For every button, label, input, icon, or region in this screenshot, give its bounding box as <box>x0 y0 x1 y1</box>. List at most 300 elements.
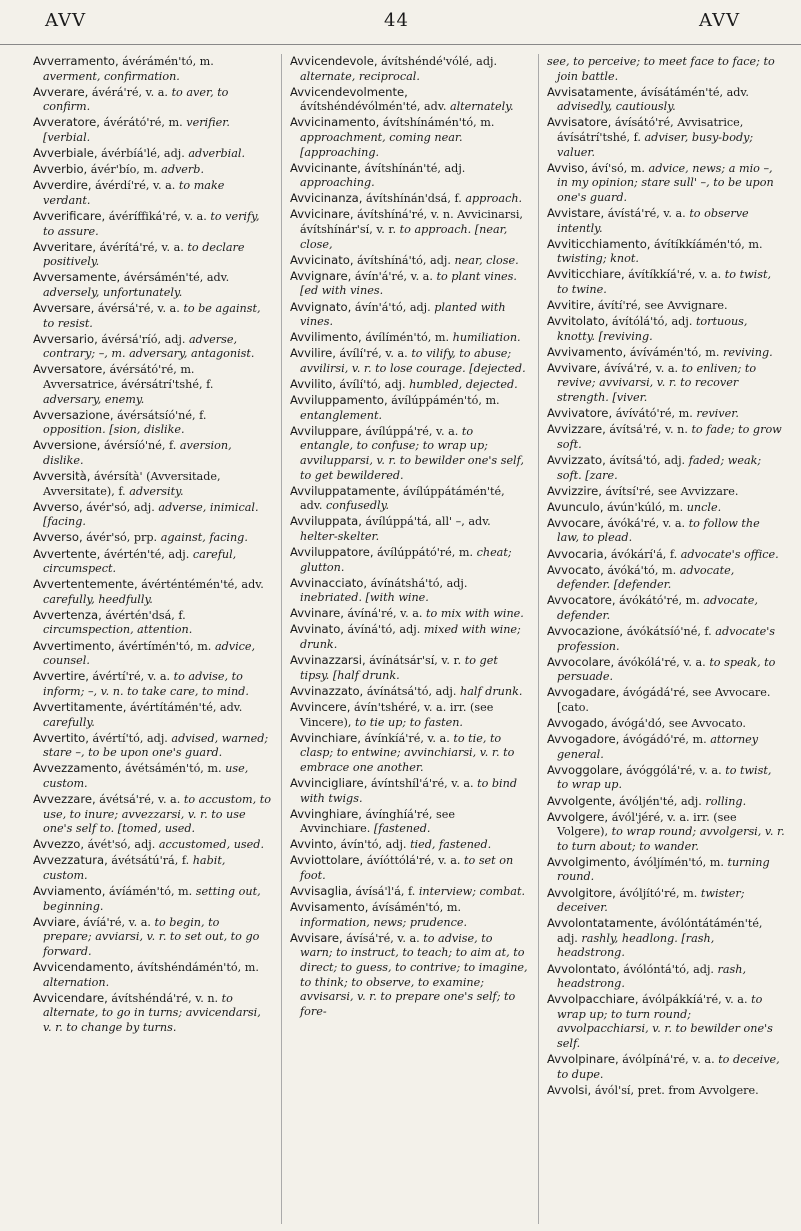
pronunciation: ávítshéndá'ré, v. n. <box>111 991 219 1005</box>
dictionary-entry <box>547 763 785 793</box>
pronunciation: ávísá'l'á, f. <box>355 885 416 899</box>
headword: Avvertimento, <box>33 638 115 653</box>
pronunciation: ávókátsíó'né, f. <box>626 624 712 638</box>
pronunciation: ávérítá'ré, v. a. <box>99 240 184 254</box>
pronunciation: ávítshéndámén'tó, m. <box>137 961 259 975</box>
pronunciation: ávítshínámén'tó, m. <box>382 116 495 130</box>
definition: to twist, to twine. <box>557 268 772 296</box>
headword: Avunculo, <box>547 499 604 514</box>
headword: Avverbiale, <box>33 146 98 161</box>
headword: Avvocato, <box>547 562 604 577</box>
pronunciation: ávólpíná'ré, v. a. <box>622 1053 715 1067</box>
headword: Avvisare, <box>290 930 343 945</box>
headword: Avversario, <box>33 331 98 346</box>
pronunciation: ávínátsá'tó, adj. <box>366 684 457 698</box>
dictionary-entry <box>547 406 785 422</box>
definition: to approach. [near, close, <box>300 223 508 251</box>
headword: Avvolgente, <box>547 793 616 808</box>
definition: to wrap round; avvolgersi, v. r. to turn about; to wander. <box>557 825 785 853</box>
definition: rashly, headlong. [rash, headstrong. <box>557 931 715 960</box>
dictionary-entry <box>290 545 528 575</box>
pronunciation: ávér'só, prp. <box>86 531 158 545</box>
dictionary-entry <box>547 547 785 563</box>
pronunciation: ávún'kúló, m. <box>607 500 684 514</box>
headword: Avveritare, <box>33 239 97 254</box>
definition: approachment, coming near. [approaching. <box>300 130 463 159</box>
headword: Avverdire, <box>33 178 92 193</box>
dictionary-entry <box>290 807 528 837</box>
headword: Avvolontatamente, <box>547 916 658 931</box>
dictionary-entry <box>33 837 271 853</box>
definition: use, custom. <box>43 762 249 790</box>
pronunciation: ávínghíá'ré, see Avvinchiare. <box>300 807 455 836</box>
definition: entanglement. <box>300 408 383 422</box>
pronunciation: ávín'tshéré, v. a. irr. (see Vincere), <box>300 700 494 729</box>
pronunciation: ávóljén'té, adj. <box>619 794 702 808</box>
headword: Avvinazzarsi, <box>290 653 366 668</box>
dictionary-entry <box>547 85 785 115</box>
dictionary-entry <box>547 886 785 916</box>
headword: Avversare, <box>33 301 95 315</box>
pronunciation: ávíóttólá'ré, v. a. <box>366 854 461 868</box>
dictionary-entry <box>33 209 271 239</box>
headword: Avveratore, <box>33 115 100 130</box>
dictionary-entry <box>547 298 785 314</box>
pronunciation: ávérsá'ríó, adj. <box>101 332 186 346</box>
definition: to vilify, to abuse; avvilirsi, v. r. to lose courage. [dejected. <box>300 347 526 375</box>
headword: Avvezzamento, <box>33 761 122 776</box>
dictionary-entry <box>547 345 785 361</box>
dictionary-entry <box>290 393 528 423</box>
pronunciation: ávértímén'tó, m. <box>118 639 212 653</box>
headword: Avverare, <box>33 84 89 99</box>
dictionary-entry <box>33 85 271 115</box>
dictionary-entry <box>33 700 271 730</box>
pronunciation: ávólpákkíá'ré, v. a. <box>642 993 748 1007</box>
pronunciation: ávílúppá'tá, all' –, adv. <box>365 515 491 529</box>
pronunciation: ávínátshá'tó, adj. <box>370 576 468 590</box>
pronunciation: ávétsá'ré, v. a. <box>99 793 181 806</box>
definition: carefully. <box>43 715 95 729</box>
definition: rolling. <box>705 794 747 808</box>
definition: near, close. <box>454 253 519 267</box>
dictionary-columns <box>33 54 785 1224</box>
dictionary-entry <box>547 916 785 961</box>
dictionary-entry <box>290 884 528 900</box>
pronunciation: ávísámén'tó, m. <box>372 901 462 915</box>
definition: advice, counsel. <box>43 639 256 668</box>
pronunciation: ávóljímén'tó, m. <box>633 855 724 869</box>
dictionary-entry <box>547 453 785 483</box>
guide-word-left: AVV <box>45 10 87 31</box>
headword: Avvincigliare, <box>290 775 368 790</box>
dictionary-entry <box>33 547 271 577</box>
headword: Avvertenza, <box>33 607 102 622</box>
pronunciation: ávítshínán'dsá, f. <box>366 192 462 206</box>
dictionary-entry <box>290 207 528 252</box>
headword: Avvertente, <box>33 546 101 561</box>
headword: Avvivatore, <box>547 406 613 421</box>
headword: Avvicendevole, <box>290 54 378 68</box>
pronunciation: ávítsá'tó, adj. <box>609 453 686 467</box>
dictionary-entry <box>33 438 271 468</box>
dictionary-entry <box>290 54 528 84</box>
dictionary-entry <box>290 776 528 806</box>
dictionary-entry <box>33 362 271 407</box>
headword: Avviamento, <box>33 884 106 899</box>
headword: Avviso, <box>547 160 589 175</box>
headword: Avvisamento, <box>290 900 369 915</box>
pronunciation: ávísátó'ré, Avvisatrice, ávísátrí'tshé, f. <box>557 116 744 144</box>
headword: Avversamente, <box>33 270 121 285</box>
pronunciation: ávítshíná'ré, v. n. Avvicinarsi, ávítshínár'sí, v. r. <box>300 208 523 237</box>
headword: Avvicendare, <box>33 990 108 1005</box>
headword: Avvicinamento, <box>290 115 380 130</box>
definition: to tie up; to fasten. <box>355 715 463 729</box>
dictionary-entry <box>33 178 271 208</box>
pronunciation: ávítí'ré, see Avvignare. <box>597 299 728 312</box>
dictionary-entry <box>290 900 528 930</box>
headword: Avvicinato, <box>290 252 354 267</box>
definition: advocate, defender. [defender. <box>557 563 735 592</box>
pronunciation: ávívátó'ré, m. <box>615 407 693 421</box>
definition: to make verdant. <box>43 179 225 207</box>
pronunciation: ávól'sí, pret. from Avvolgere. <box>594 1083 759 1097</box>
definition: faded; weak; soft. [zare. <box>557 453 762 482</box>
definition: aversion, dislike. <box>43 439 232 467</box>
dictionary-entry <box>33 301 271 331</box>
dictionary-entry <box>33 408 271 438</box>
headword: Avviluppata, <box>290 514 362 529</box>
headword: Avvolsi, <box>547 1082 592 1097</box>
headword: Avversione, <box>33 438 101 453</box>
headword: Avverbio, <box>33 162 88 177</box>
dictionary-entry <box>547 484 785 500</box>
definition: to twist, to wrap up. <box>557 763 772 792</box>
pronunciation: ávétsátú'rá, f. <box>111 854 190 868</box>
pronunciation: ávínkíá'ré, v. a. <box>364 731 450 745</box>
definition: adverse, inimical. [facing. <box>43 500 259 529</box>
dictionary-entry <box>547 1052 785 1082</box>
pronunciation: ávólóntá'tó, adj. <box>623 962 714 976</box>
definition: turning round. <box>557 855 770 884</box>
pronunciation: ávógádó'ré, m. <box>622 733 707 747</box>
headword: Avvicinanza, <box>290 191 363 206</box>
definition: confusedly. <box>325 499 389 513</box>
definition: humiliation. <box>452 331 521 345</box>
definition: alternate, reciprocal. <box>300 69 420 83</box>
pronunciation: ávókárí'á, f. <box>610 547 678 561</box>
headword: Avvocare, <box>547 515 604 530</box>
dictionary-entry <box>33 577 271 607</box>
pronunciation: ávóká'tó, m. <box>607 563 677 577</box>
headword: Avvinazzato, <box>290 683 364 698</box>
headword: Avvincere, <box>290 699 351 714</box>
dictionary-entry <box>33 240 271 270</box>
pronunciation: ávínátsár'sí, v. r. <box>369 654 462 668</box>
definition: to speak, to persuade. <box>557 655 776 684</box>
pronunciation: ávítíkkíámén'tó, m. <box>654 237 763 251</box>
headword: Avvitire, <box>547 298 595 312</box>
headword: Avvignato, <box>290 299 352 314</box>
definition: averment, confirmation. <box>43 69 180 83</box>
definition: mixed with wine; drunk. <box>300 623 521 652</box>
pronunciation: ávértén'dsá, f. <box>105 608 186 622</box>
definition: advocate's profession. <box>557 624 776 653</box>
dictionary-entry <box>290 606 528 622</box>
definition: twisting; knot. <box>557 252 639 266</box>
headword: Avverificare, <box>33 208 106 223</box>
dictionary-entry <box>547 593 785 623</box>
headword: Avvezzare, <box>33 792 96 806</box>
definition: circumspection, attention. <box>43 623 193 637</box>
definition: adverb. <box>161 163 204 177</box>
dictionary-entry <box>290 853 528 883</box>
dictionary-entry <box>33 853 271 883</box>
definition: to deceive, to dupe. <box>557 1053 780 1081</box>
dictionary-entry <box>290 484 528 514</box>
definition: adversary, enemy. <box>43 392 145 406</box>
headword: Avviare, <box>33 914 80 929</box>
definition: accustomed, used. <box>158 838 264 852</box>
headword: Avvistare, <box>547 205 605 220</box>
dictionary-entry <box>290 115 528 160</box>
pronunciation: ávístá'ré, v. a. <box>607 206 686 220</box>
headword: Avvertire, <box>33 669 89 684</box>
pronunciation: ávíntshíl'á'ré, v. a. <box>370 776 474 790</box>
definition: to fade; to grow soft. <box>557 423 782 451</box>
definition: careful, circumspect. <box>43 547 237 576</box>
headword: Avvicinare, <box>290 207 354 222</box>
definition: information, news; prudence. <box>300 915 468 929</box>
definition: tied, fastened. <box>410 838 492 852</box>
headword: Avvinacciato, <box>290 575 368 590</box>
pronunciation: ávítsá'ré, v. n. <box>609 423 688 437</box>
pronunciation: ávógádá'ré, see Avvocare. [cato. <box>557 686 771 714</box>
pronunciation: ávílúppámén'tó, m. <box>391 394 500 408</box>
dictionary-entry <box>33 162 271 178</box>
definition: to begin, to prepare; avviarsi, v. r. to set out, to go forward. <box>43 915 260 958</box>
dictionary-entry <box>547 267 785 297</box>
definition: to be against, to resist. <box>43 302 261 330</box>
pronunciation: ávíná'tó, adj. <box>347 623 421 637</box>
headword: Avvocatore, <box>547 593 616 608</box>
headword: Avviluppatamente, <box>290 483 400 498</box>
dictionary-entry <box>290 837 528 853</box>
headword: Avvertentemente, <box>33 577 138 592</box>
definition: to aver, to confirm. <box>43 85 229 114</box>
definition: to accustom, to use, to inure; avvezzarsi, v. r. to use one's self to. [tomed, used. <box>43 793 271 836</box>
headword: Avvolpinare, <box>547 1052 619 1067</box>
pronunciation: ávíá'ré, v. a. <box>83 915 151 929</box>
definition: adversity. <box>129 484 184 498</box>
dictionary-entry <box>290 576 528 606</box>
definition: to observe intently. <box>557 206 749 235</box>
headword: Avvolgitore, <box>547 885 616 900</box>
definition: alternation. <box>43 975 110 989</box>
dictionary-entry <box>290 191 528 207</box>
definition: adviser, busy-body; valuer. <box>557 130 754 159</box>
pronunciation: ávísátámén'té, adv. <box>640 85 749 99</box>
dictionary-entry <box>547 810 785 855</box>
pronunciation: ávérsámén'té, adv. <box>123 271 230 285</box>
pronunciation: ávér'só, adj. <box>86 500 155 514</box>
definition: tortuous, knotty. [reviving. <box>557 315 748 343</box>
headword: Avvizzare, <box>547 422 606 437</box>
dictionary-entry <box>547 422 785 452</box>
definition: advised, warned; stare –, to be upon one's guard. <box>43 731 269 760</box>
pronunciation: ávílí'tó, adj. <box>339 377 406 391</box>
headword: Avvogado, <box>547 716 608 731</box>
definition: helter-skelter. <box>300 529 380 543</box>
pronunciation: ávóká'ré, v. a. <box>607 516 686 530</box>
pronunciation: ávóggólá'ré, v. a. <box>626 763 722 777</box>
definition: to alternate, to go in turns; avvicendarsi, v. r. to change by turns. <box>43 991 261 1034</box>
definition: to enliven; to revive; avvivarsi, v. r. to recover strength. [viver. <box>557 361 757 405</box>
pronunciation: ávét'só, adj. <box>87 838 156 852</box>
dictionary-entry <box>33 669 271 699</box>
definition: to declare positively. <box>43 240 245 269</box>
headword: Avversazione, <box>33 407 114 422</box>
headword: Avvisaglia, <box>290 884 352 899</box>
column-right <box>538 54 785 1224</box>
dictionary-entry <box>547 794 785 810</box>
guide-word-right: AVV <box>699 10 741 31</box>
dictionary-entry <box>290 253 528 269</box>
pronunciation: ávítshíná'tó, adj. <box>357 253 451 267</box>
headword: Avvicendevolmente, <box>290 84 408 99</box>
pronunciation: ávérténtémén'té, adv. <box>141 578 264 592</box>
definition: rash, headstrong. <box>557 962 747 991</box>
pronunciation: ávítshéndévólmén'té, adv. <box>300 100 447 114</box>
dictionary-entry <box>547 314 785 344</box>
headword: Avvertitamente, <box>33 699 127 714</box>
dictionary-entry <box>290 514 528 544</box>
pronunciation: ávóljító'ré, m. <box>619 886 698 900</box>
dictionary-entry <box>547 516 785 546</box>
headword: Avvoggolare, <box>547 762 623 777</box>
definition: [fastened. <box>373 822 431 836</box>
column-middle <box>281 54 528 1224</box>
definition: opposition. [sion, dislike. <box>43 423 185 437</box>
dictionary-entry <box>33 500 271 530</box>
dictionary-entry <box>33 146 271 162</box>
definition: to verify, to assure. <box>43 209 260 238</box>
headword: Avversatore, <box>33 362 106 377</box>
dictionary-entry <box>290 684 528 700</box>
definition: verifier. [verbial. <box>43 116 230 144</box>
dictionary-entry <box>547 206 785 236</box>
headword: Avvolontato, <box>547 961 620 976</box>
headword: Avvicinante, <box>290 160 361 175</box>
dictionary-entry <box>547 685 785 715</box>
headword: Avvicendamento, <box>33 960 134 975</box>
headword: Avviluppare, <box>290 423 362 438</box>
headword: Avvocolare, <box>547 654 615 669</box>
dictionary-entry <box>547 361 785 406</box>
headword: Avvisatamente, <box>547 84 638 99</box>
headword: Avvezzatura, <box>33 853 108 868</box>
pronunciation: ávérsíó'né, f. <box>103 439 177 453</box>
dictionary-entry <box>290 622 528 652</box>
dictionary-entry <box>290 269 528 299</box>
pronunciation: ávílúppátámén'té, adv. <box>300 484 505 513</box>
dictionary-entry <box>33 884 271 914</box>
headword: Avvinato, <box>290 622 344 637</box>
pronunciation: ávívámén'tó, m. <box>629 345 720 359</box>
dictionary-entry <box>290 700 528 730</box>
definition: adversely, unfortunately. <box>43 285 183 299</box>
headword: Avvizzato, <box>547 452 606 467</box>
dictionary-entry <box>33 960 271 990</box>
definition: approach. <box>465 192 523 206</box>
dictionary-entry <box>547 962 785 992</box>
dictionary-entry <box>33 639 271 669</box>
headword: Avvinghiare, <box>290 806 362 821</box>
pronunciation: ávín'tó, adj. <box>340 838 407 852</box>
dictionary-entry <box>33 332 271 362</box>
pronunciation: áví'só, m. <box>591 161 645 175</box>
definition: inebriated. [with wine. <box>300 591 429 605</box>
pronunciation: ávérbíá'lé, adj. <box>101 147 185 161</box>
definition: advocate, defender. <box>557 594 758 622</box>
pronunciation: ávítshéndé'vólé, adj. <box>381 55 498 68</box>
pronunciation: ávérsátó'ré, m. Avversatrice, ávérsátrí'tshé, f. <box>43 363 214 391</box>
dictionary-entry <box>290 300 528 330</box>
pronunciation: ávítíkkíá'ré, v. a. <box>628 268 722 282</box>
dictionary-entry <box>290 424 528 483</box>
headword: Avverramento, <box>33 54 119 68</box>
headword: Avvivamento, <box>547 344 627 359</box>
headword: Avviluppatore, <box>290 545 374 559</box>
pronunciation: ávértítámén'té, adv. <box>130 700 243 714</box>
headword: Avvogadore, <box>547 732 620 747</box>
dictionary-entry <box>547 624 785 654</box>
pronunciation: ávól'jéré, v. a. irr. (see Volgere), <box>557 810 737 839</box>
headword: Avvitolato, <box>547 314 609 329</box>
definition: approaching. <box>300 176 375 190</box>
headword: Avvolpacchiare, <box>547 992 639 1007</box>
definition: habit, custom. <box>43 854 226 882</box>
dictionary-entry <box>33 469 271 499</box>
column-left <box>33 54 271 1224</box>
pronunciation: ávérátó'ré, m. <box>103 116 183 130</box>
pronunciation: ávítólá'tó, adj. <box>612 315 693 329</box>
dictionary-entry <box>547 237 785 267</box>
pronunciation: ávérá'ré, v. a. <box>91 85 168 99</box>
pronunciation: ávérsítà' (Avversitade, Avversitate), f. <box>43 470 221 498</box>
dictionary-entry <box>290 85 528 115</box>
headword: Avvinchiare, <box>290 730 361 745</box>
headword: Avviticchiamento, <box>547 236 651 251</box>
pronunciation: ávértí'tó, adj. <box>92 731 168 745</box>
definition: against, facing. <box>160 531 248 545</box>
definition: interview; combat. <box>418 885 526 899</box>
pronunciation: ávítshínán'té, adj. <box>364 161 466 175</box>
pronunciation: ávértén'té, adj. <box>103 547 190 561</box>
headword: Avvinare, <box>290 606 344 621</box>
dictionary-entry <box>290 653 528 683</box>
definition: adverse, contrary; –, m. adversary, antagonist. <box>43 332 255 361</box>
pronunciation: ávílí'ré, v. a. <box>339 347 408 361</box>
dictionary-entry <box>33 915 271 960</box>
definition: to plant vines. [ed with vines. <box>300 269 517 298</box>
headword: Avviluppamento, <box>290 393 388 408</box>
dictionary-entry <box>290 161 528 191</box>
pronunciation: ávín'á'tó, adj. <box>354 300 431 314</box>
pronunciation: ávólóntátámén'té, adj. <box>557 917 763 945</box>
dictionary-entry <box>33 530 271 546</box>
